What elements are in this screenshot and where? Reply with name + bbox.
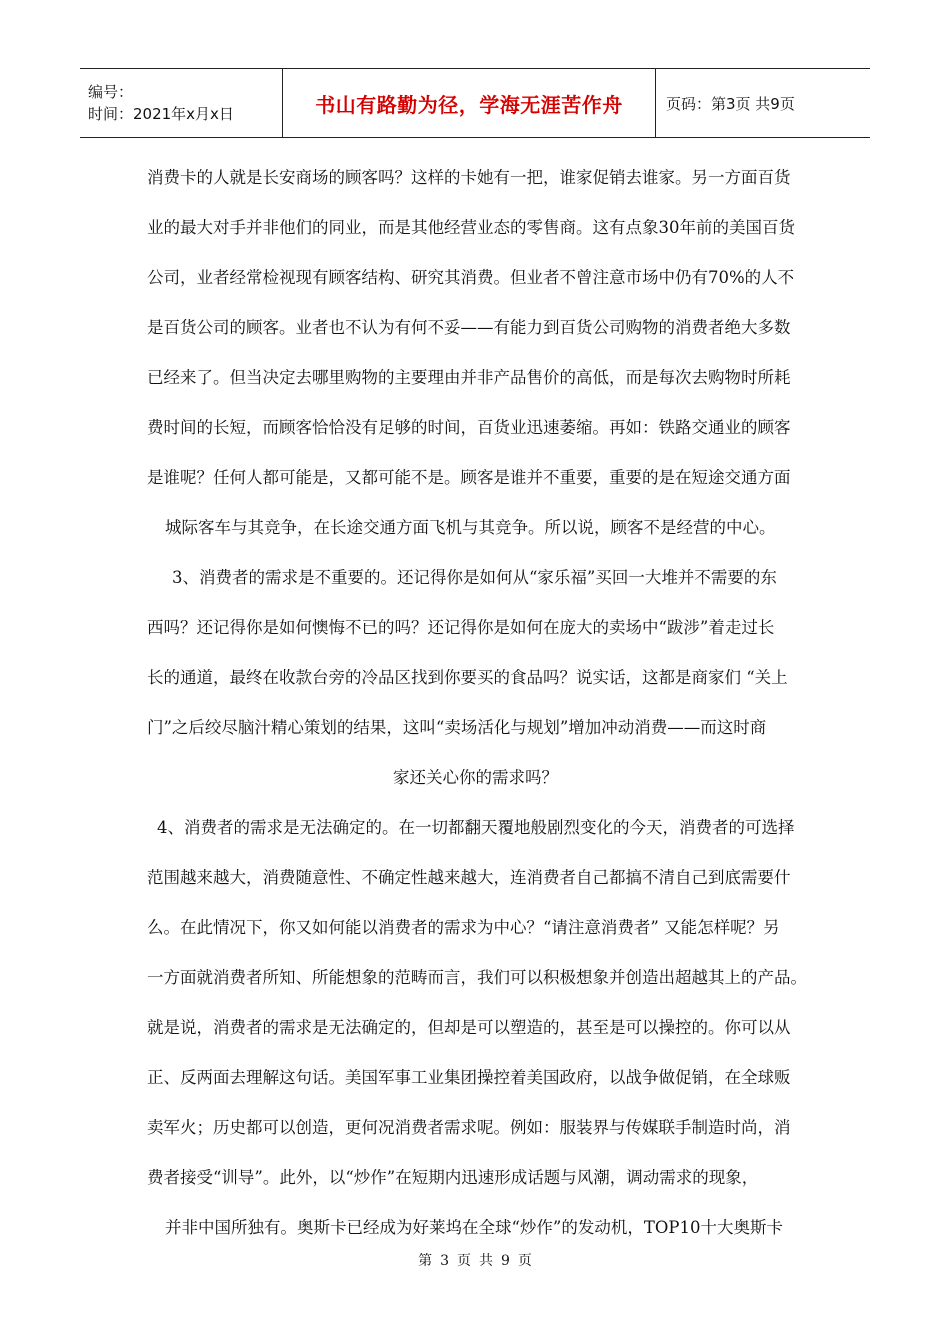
header-meta	[80, 69, 282, 137]
header-page-number: 页码：第3页 共9页	[666, 94, 795, 113]
text-line: 3、消费者的需求是不重要的。还记得你是如何从“家乐福”买回一大堆并不需要的东	[172, 568, 777, 587]
footer-total-pages: 9	[501, 1253, 510, 1269]
document-date: 时间：2021年x月x日	[88, 105, 234, 123]
text-line: 是谁呢？任何人都可能是，又都可能不是。顾客是谁并不重要，重要的是在短途交通方面	[147, 468, 791, 487]
text-line: 家还关心你的需求吗？	[393, 768, 558, 787]
text-line: 一方面就消费者所知、所能想象的范畴而言，我们可以积极想象并创造出超越其上的产品。	[147, 968, 807, 987]
page-footer	[0, 1250, 950, 1270]
text-line: 就是说，消费者的需求是无法确定的，但却是可以塑造的，甚至是可以操控的。你可以从	[147, 1018, 791, 1037]
text-line: 4、消费者的需求是无法确定的。在一切都翻天覆地般剧烈变化的今天，消费者的可选择	[157, 818, 795, 837]
footer-page-number: 3	[440, 1253, 449, 1269]
text-line: 已经来了。但当决定去哪里购物的主要理由并非产品售价的高低，而是每次去购物时所耗	[147, 368, 791, 387]
text-line: 么。在此情况下，你又如何能以消费者的需求为中心？“请注意消费者” 又能怎样呢？另	[147, 918, 780, 937]
text-line: 费者接受“训导”。此外，以“炒作”在短期内迅速形成话题与风潮，调动需求的现象，	[147, 1168, 759, 1187]
footer-text: 第	[418, 1253, 433, 1269]
text-line: 西吗？还记得你是如何懊悔不已的吗？还记得你是如何在庞大的卖场中“跋涉”着走过长	[147, 618, 775, 637]
footer-text: 页	[457, 1253, 471, 1269]
text-line: 正、反两面去理解这句话。美国军事工业集团操控着美国政府，以战争做促销，在全球贩	[147, 1068, 791, 1087]
text-line: 卖军火；历史都可以创造，更何况消费者需求呢。例如：服装界与传媒联手制造时尚，消	[147, 1118, 791, 1137]
text-line: 公司，业者经常检视现有顾客结构、研究其消费。但业者不曾注意市场中仍有70%的人不	[147, 268, 795, 287]
footer-text: 共	[479, 1253, 493, 1269]
text-line: 费时间的长短，而顾客恰恰没有足够的时间，百货业迅速萎缩。再如：铁路交通业的顾客	[147, 418, 791, 437]
text-line: 城际客车与其竞争，在长途交通方面飞机与其竞争。所以说，顾客不是经营的中心。	[165, 518, 776, 537]
text-line: 门”之后绞尽脑汁精心策划的结果，这叫“卖场活化与规划”增加冲动消费——而这时商	[147, 718, 767, 737]
text-line: 并非中国所独有。奥斯卡已经成为好莱坞在全球“炒作”的发动机，TOP10十大奥斯卡	[165, 1218, 784, 1237]
text-line: 长的通道，最终在收款台旁的冷品区找到你要买的食品吗？说实话，这都是商家们 “关上	[147, 668, 788, 687]
header-motto: 书山有路勤为径，学海无涯苦作舟	[282, 69, 656, 137]
text-line: 是百货公司的顾客。业者也不认为有何不妥——有能力到百货公司购物的消费者绝大多数	[147, 318, 791, 337]
text-line: 业的最大对手并非他们的同业，而是其他经营业态的零售商。这有点象30年前的美国百货	[147, 218, 795, 237]
page-header	[80, 68, 870, 138]
document-number: 编号：	[88, 83, 134, 101]
footer-text: 页	[517, 1253, 532, 1269]
text-line: 范围越来越大，消费随意性、不确定性越来越大，连消费者自己都搞不清自己到底需要什	[147, 868, 791, 887]
text-line: 消费卡的人就是长安商场的顾客吗？这样的卡她有一把，谁家促销去谁家。另一方面百货	[147, 168, 791, 187]
